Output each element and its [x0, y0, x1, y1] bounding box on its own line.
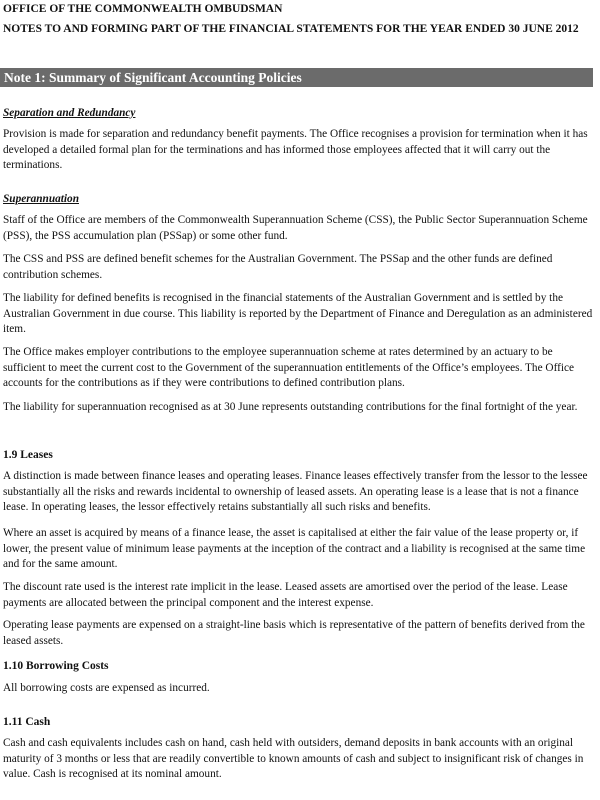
borrowing-costs-paragraph: All borrowing costs are expensed as incurred. [3, 682, 210, 694]
leases-paragraph-4: Operating lease payments are expensed on a straight-line basis which is representative of the pattern of benefits derived from the leased assets. [3, 619, 585, 647]
superannuation-paragraph-4: The Office makes employer contributions to the employee superannuation scheme at rates determined by an actuary to be sufficient to meet the current cost to the Government of the superannuation entitlements of the Office’s employees. The Office accounts for the contributions as if they were contributions to defined contribution plans. [3, 346, 575, 389]
separation-heading: Separation and Redundancy [3, 107, 136, 119]
leases-paragraph-2: Where an asset is acquired by means of a finance lease, the asset is capitalised at either the fair value of the lease property or, if lower, the present value of minimum lease payments at the inception of the contract and a liability is recognised at the same time and for the same amount. [3, 527, 586, 570]
separation-paragraph-1: Provision is made for separation and redundancy benefit payments. The Office recognises a provision for termination when it has developed a detailed formal plan for the terminations and has informed those employees affected that it will carry out the terminations. [3, 128, 588, 171]
leases-paragraph-1: A distinction is made between finance leases and operating leases. Finance leases effectively transfer from the lessor to the lessee substantially all the risks and rewards incidental to ownership of leased assets. An operating lease is a lease that is not a finance lease. In operating leases, the lessor effectively retains substantially all such risks and benefits. [3, 470, 588, 513]
cash-paragraph: Cash and cash equivalents includes cash on hand, cash held with outsiders, demand deposits in bank accounts with an original maturity of 3 months or less that are readily convertible to known amounts of cash and subject to insignificant risk of changes in value. Cash is recognised at its nominal amount. [3, 737, 584, 780]
cash-heading: 1.11 Cash [3, 716, 51, 728]
leases-heading: 1.9 Leases [3, 449, 53, 461]
superannuation-paragraph-3: The liability for defined benefits is recognised in the financial statements of the Australian Government and is settled by the Australian Government in due course. This liability is reported by the Department of Finance and Deregulation as an administered item. [3, 292, 593, 335]
leases-paragraph-3: The discount rate used is the interest rate implicit in the lease. Leased assets are amortised over the period of the lease. Lease payments are allocated between the principal component and the interest expense. [3, 581, 568, 609]
superannuation-heading: Superannuation [3, 193, 79, 205]
superannuation-paragraph-1: Staff of the Office are members of the Commonwealth Superannuation Scheme (CSS), the Public Sector Superannuation Scheme (PSS), the PSS accumulation plan (PSSap) or some other fund. [3, 214, 588, 242]
notes-title: NOTES TO AND FORMING PART OF THE FINANCIAL STATEMENTS FOR THE YEAR ENDED 30 JUNE 2012 [3, 23, 579, 35]
borrowing-costs-heading: 1.10 Borrowing Costs [3, 660, 109, 672]
superannuation-paragraph-5: The liability for superannuation recognised as at 30 June represents outstanding contributions for the final fortnight of the year. [3, 401, 578, 413]
org-title: OFFICE OF THE COMMONWEALTH OMBUDSMAN [3, 3, 283, 15]
superannuation-paragraph-2: The CSS and PSS are defined benefit schemes for the Australian Government. The PSSap and the other funds are defined contribution schemes. [3, 253, 553, 281]
note-title-bar: Note 1: Summary of Significant Accounting Policies [0, 68, 593, 87]
